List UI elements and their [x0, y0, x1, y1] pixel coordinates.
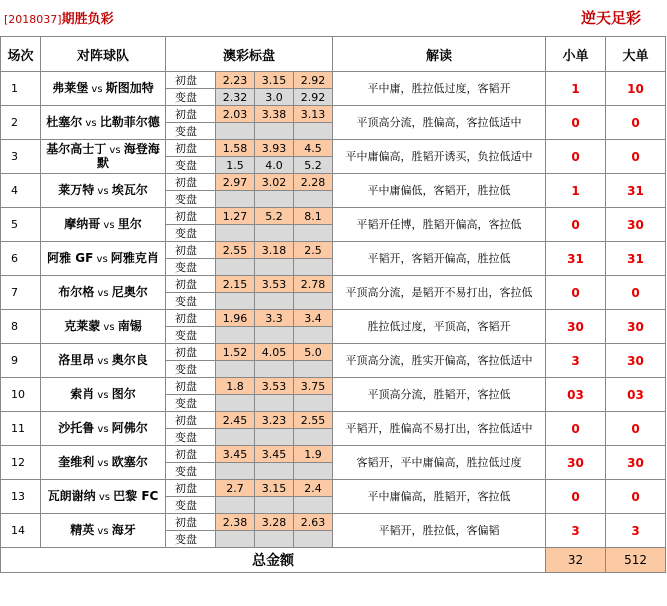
change-odds	[294, 123, 333, 140]
total-row	[1, 548, 666, 573]
vs-separator: vs	[94, 423, 112, 435]
analysis-text: 平顶高分流，胜实开偏高，客拉低适中	[333, 344, 546, 378]
initial-label: 初盘	[166, 242, 216, 259]
initial-odds: 8.1	[294, 208, 333, 225]
change-label: 变盘	[166, 429, 216, 446]
initial-odds: 2.23	[216, 72, 255, 89]
home-team: 基尔高士丁	[46, 142, 107, 156]
away-team: 阿佛尔	[111, 420, 148, 435]
match-teams	[41, 208, 166, 242]
initial-label: 初盘	[166, 106, 216, 123]
change-odds	[294, 259, 333, 276]
initial-odds: 1.27	[216, 208, 255, 225]
home-team: 摩纳哥	[64, 216, 101, 231]
change-label: 变盘	[166, 225, 216, 242]
match-index: 4	[1, 174, 41, 208]
change-label: 变盘	[166, 191, 216, 208]
table-body	[1, 72, 666, 548]
change-odds	[255, 531, 294, 548]
change-odds	[294, 497, 333, 514]
match-teams	[41, 276, 166, 310]
vs-separator: vs	[106, 145, 124, 156]
change-odds	[216, 327, 255, 344]
match-row-initial	[1, 446, 666, 463]
match-teams	[41, 174, 166, 208]
brand-name: 逆天足彩	[580, 9, 641, 27]
initial-odds: 3.45	[255, 446, 294, 463]
match-row-initial	[1, 480, 666, 497]
match-index: 9	[1, 344, 41, 378]
analysis-text: 平韬开，客韬开偏高，胜拉低	[333, 242, 546, 276]
vs-separator: vs	[94, 185, 112, 197]
home-team: 沙托鲁	[58, 420, 95, 435]
title-bar	[0, 0, 667, 36]
match-row-initial	[1, 310, 666, 327]
home-team: 精英	[70, 522, 95, 537]
initial-label: 初盘	[166, 344, 216, 361]
home-team: 瓦朗谢纳	[47, 488, 96, 503]
analysis-text: 客韬开，平中庸偏高，胜拉低过度	[333, 446, 546, 480]
match-index: 3	[1, 140, 41, 174]
home-team: 阿雅 GF	[47, 250, 94, 265]
change-odds	[255, 123, 294, 140]
initial-odds: 2.63	[294, 514, 333, 531]
issue-number: [2018037]	[4, 13, 62, 26]
match-index: 5	[1, 208, 41, 242]
header-large: 大单	[606, 37, 666, 72]
initial-odds: 3.18	[255, 242, 294, 259]
change-odds	[255, 497, 294, 514]
match-row-initial	[1, 208, 666, 225]
initial-odds: 1.52	[216, 344, 255, 361]
initial-odds: 2.7	[216, 480, 255, 497]
away-team: 海登海默	[96, 142, 160, 170]
change-odds	[255, 293, 294, 310]
small-bet-value: 1	[546, 174, 606, 208]
small-bet-value: 0	[546, 208, 606, 242]
change-label: 变盘	[166, 497, 216, 514]
match-index: 14	[1, 514, 41, 548]
change-label: 变盘	[166, 361, 216, 378]
change-odds	[294, 327, 333, 344]
large-bet-value: 30	[606, 446, 666, 480]
small-bet-value: 30	[546, 446, 606, 480]
initial-odds: 2.03	[216, 106, 255, 123]
analysis-text: 平顶高分流，胜偏高，客拉低适中	[333, 106, 546, 140]
large-bet-value: 30	[606, 208, 666, 242]
change-odds	[294, 463, 333, 480]
small-bet-value: 0	[546, 412, 606, 446]
match-index: 10	[1, 378, 41, 412]
match-index: 12	[1, 446, 41, 480]
match-row-initial	[1, 378, 666, 395]
header-odds: 澳彩标盘	[166, 37, 333, 72]
vs-separator: vs	[94, 457, 112, 469]
home-team: 克莱蒙	[64, 318, 101, 333]
away-team: 海牙	[111, 522, 136, 537]
small-bet-value: 03	[546, 378, 606, 412]
initial-odds: 3.75	[294, 378, 333, 395]
change-odds	[294, 225, 333, 242]
initial-label: 初盘	[166, 310, 216, 327]
change-odds	[255, 191, 294, 208]
vs-separator: vs	[82, 117, 100, 129]
analysis-text: 平韬开，胜拉低，客偏韬	[333, 514, 546, 548]
initial-odds: 5.2	[255, 208, 294, 225]
vs-separator: vs	[93, 253, 111, 265]
initial-odds: 3.53	[255, 276, 294, 293]
change-odds	[255, 429, 294, 446]
small-bet-value: 1	[546, 72, 606, 106]
away-team: 尼奥尔	[111, 284, 148, 299]
initial-odds: 3.28	[255, 514, 294, 531]
change-odds	[255, 259, 294, 276]
change-odds	[294, 191, 333, 208]
initial-odds: 3.23	[255, 412, 294, 429]
match-index: 8	[1, 310, 41, 344]
initial-label: 初盘	[166, 174, 216, 191]
initial-odds: 1.8	[216, 378, 255, 395]
change-label: 变盘	[166, 157, 216, 174]
away-team: 南锡	[117, 318, 142, 333]
analysis-text: 平中庸，胜拉低过度，客韬开	[333, 72, 546, 106]
large-bet-value: 03	[606, 378, 666, 412]
initial-odds: 1.58	[216, 140, 255, 157]
initial-odds: 3.93	[255, 140, 294, 157]
initial-odds: 2.55	[294, 412, 333, 429]
initial-odds: 2.92	[294, 72, 333, 89]
change-label: 变盘	[166, 89, 216, 106]
large-bet-value: 31	[606, 174, 666, 208]
analysis-text: 平中庸偏低，客韬开，胜拉低	[333, 174, 546, 208]
change-odds	[255, 463, 294, 480]
change-label: 变盘	[166, 463, 216, 480]
change-odds: 1.5	[216, 157, 255, 174]
match-teams	[41, 140, 166, 174]
match-row-initial	[1, 174, 666, 191]
match-index: 7	[1, 276, 41, 310]
match-index: 11	[1, 412, 41, 446]
away-team: 里尔	[117, 216, 142, 231]
large-bet-value: 30	[606, 344, 666, 378]
large-bet-value: 3	[606, 514, 666, 548]
match-teams	[41, 446, 166, 480]
change-label: 变盘	[166, 259, 216, 276]
initial-label: 初盘	[166, 208, 216, 225]
large-bet-value: 31	[606, 242, 666, 276]
initial-label: 初盘	[166, 140, 216, 157]
initial-odds: 3.38	[255, 106, 294, 123]
header-analysis: 解读	[333, 37, 546, 72]
change-odds	[255, 395, 294, 412]
home-team: 弗莱堡	[52, 80, 89, 95]
home-team: 布尔格	[58, 284, 95, 299]
analysis-text: 平韬开，胜偏高不易打出，客拉低适中	[333, 412, 546, 446]
initial-odds: 2.38	[216, 514, 255, 531]
away-team: 欧塞尔	[111, 454, 148, 469]
change-odds	[216, 259, 255, 276]
large-bet-value: 10	[606, 72, 666, 106]
match-teams	[41, 344, 166, 378]
change-odds: 5.2	[294, 157, 333, 174]
initial-odds: 2.55	[216, 242, 255, 259]
initial-label: 初盘	[166, 72, 216, 89]
match-index: 13	[1, 480, 41, 514]
change-odds	[216, 395, 255, 412]
initial-odds: 3.02	[255, 174, 294, 191]
away-team: 斯图加特	[105, 80, 154, 95]
change-odds: 3.0	[255, 89, 294, 106]
home-team: 莱万特	[58, 182, 95, 197]
initial-odds: 3.13	[294, 106, 333, 123]
change-odds	[216, 191, 255, 208]
change-odds	[255, 225, 294, 242]
analysis-text: 平顶高分流，胜韬开，客拉低	[333, 378, 546, 412]
header-row	[1, 37, 666, 72]
match-teams	[41, 378, 166, 412]
lottery-table	[0, 36, 666, 573]
match-teams	[41, 72, 166, 106]
issue-title	[4, 8, 114, 27]
match-row-initial	[1, 140, 666, 157]
total-large: 512	[606, 548, 666, 573]
match-row-initial	[1, 106, 666, 123]
issue-title-text: 期胜负彩	[61, 12, 114, 27]
small-bet-value: 3	[546, 514, 606, 548]
match-teams	[41, 106, 166, 140]
change-odds	[255, 327, 294, 344]
large-bet-value: 0	[606, 106, 666, 140]
large-bet-value: 0	[606, 480, 666, 514]
change-odds	[216, 531, 255, 548]
change-odds: 4.0	[255, 157, 294, 174]
change-odds	[294, 429, 333, 446]
analysis-text: 平韬开任博，胜韬开偏高，客拉低	[333, 208, 546, 242]
large-bet-value: 0	[606, 276, 666, 310]
change-odds	[294, 361, 333, 378]
change-label: 变盘	[166, 531, 216, 548]
vs-separator: vs	[100, 321, 118, 333]
total-label: 总金额	[1, 548, 546, 573]
home-team: 洛里昂	[58, 352, 95, 367]
small-bet-value: 31	[546, 242, 606, 276]
large-bet-value: 30	[606, 310, 666, 344]
change-odds	[216, 293, 255, 310]
analysis-text: 平顶高分流，是韬开不易打出，客拉低	[333, 276, 546, 310]
small-bet-value: 0	[546, 480, 606, 514]
change-odds	[216, 123, 255, 140]
initial-odds: 2.78	[294, 276, 333, 293]
change-label: 变盘	[166, 293, 216, 310]
home-team: 索肖	[70, 386, 95, 401]
away-team: 奥尔良	[111, 352, 148, 367]
away-team: 巴黎 FC	[113, 488, 159, 503]
header-small: 小单	[546, 37, 606, 72]
large-bet-value: 0	[606, 412, 666, 446]
home-team: 奎维利	[58, 454, 95, 469]
header-index: 场次	[1, 37, 41, 72]
initial-odds: 3.4	[294, 310, 333, 327]
initial-label: 初盘	[166, 378, 216, 395]
change-odds	[294, 531, 333, 548]
change-odds	[216, 463, 255, 480]
header-teams: 对阵球队	[41, 37, 166, 72]
initial-odds: 4.05	[255, 344, 294, 361]
change-odds: 2.32	[216, 89, 255, 106]
match-index: 2	[1, 106, 41, 140]
initial-odds: 3.15	[255, 72, 294, 89]
initial-odds: 3.3	[255, 310, 294, 327]
initial-label: 初盘	[166, 480, 216, 497]
match-teams	[41, 480, 166, 514]
initial-odds: 1.96	[216, 310, 255, 327]
match-row-initial	[1, 412, 666, 429]
match-teams	[41, 514, 166, 548]
initial-label: 初盘	[166, 514, 216, 531]
analysis-text: 胜拉低过度，平顶高，客韬开	[333, 310, 546, 344]
away-team: 图尔	[111, 386, 136, 401]
vs-separator: vs	[94, 525, 112, 537]
vs-separator: vs	[95, 491, 114, 503]
match-teams	[41, 310, 166, 344]
change-odds: 2.92	[294, 89, 333, 106]
away-team: 比勒菲尔德	[99, 114, 160, 129]
initial-odds: 3.45	[216, 446, 255, 463]
change-odds	[216, 225, 255, 242]
initial-odds: 4.5	[294, 140, 333, 157]
initial-odds: 5.0	[294, 344, 333, 361]
vs-separator: vs	[94, 389, 112, 401]
match-row-initial	[1, 276, 666, 293]
change-odds	[216, 497, 255, 514]
initial-label: 初盘	[166, 446, 216, 463]
match-row-initial	[1, 344, 666, 361]
initial-label: 初盘	[166, 276, 216, 293]
analysis-text: 平中庸偏高，胜韬开诱买，负拉低适中	[333, 140, 546, 174]
home-team: 杜塞尔	[46, 114, 83, 129]
initial-odds: 2.5	[294, 242, 333, 259]
small-bet-value: 30	[546, 310, 606, 344]
initial-odds: 2.45	[216, 412, 255, 429]
vs-separator: vs	[94, 355, 112, 367]
vs-separator: vs	[94, 287, 112, 299]
change-odds	[294, 293, 333, 310]
initial-odds: 2.15	[216, 276, 255, 293]
small-bet-value: 0	[546, 276, 606, 310]
match-index: 6	[1, 242, 41, 276]
match-row-initial	[1, 514, 666, 531]
match-teams	[41, 412, 166, 446]
initial-odds: 2.97	[216, 174, 255, 191]
change-label: 变盘	[166, 123, 216, 140]
match-row-initial	[1, 242, 666, 259]
initial-odds: 3.15	[255, 480, 294, 497]
vs-separator: vs	[100, 219, 118, 231]
match-index: 1	[1, 72, 41, 106]
initial-odds: 1.9	[294, 446, 333, 463]
small-bet-value: 3	[546, 344, 606, 378]
analysis-text: 平中庸偏高，胜韬开，客拉低	[333, 480, 546, 514]
change-odds	[294, 395, 333, 412]
initial-odds: 2.28	[294, 174, 333, 191]
initial-odds: 2.4	[294, 480, 333, 497]
initial-odds: 3.53	[255, 378, 294, 395]
small-bet-value: 0	[546, 106, 606, 140]
away-team: 阿雅克肖	[110, 250, 159, 265]
match-row-initial	[1, 72, 666, 89]
total-small: 32	[546, 548, 606, 573]
match-teams	[41, 242, 166, 276]
change-label: 变盘	[166, 327, 216, 344]
away-team: 埃瓦尔	[111, 182, 148, 197]
change-odds	[216, 361, 255, 378]
small-bet-value: 0	[546, 140, 606, 174]
change-odds	[255, 361, 294, 378]
change-label: 变盘	[166, 395, 216, 412]
initial-label: 初盘	[166, 412, 216, 429]
large-bet-value: 0	[606, 140, 666, 174]
change-odds	[216, 429, 255, 446]
vs-separator: vs	[88, 83, 106, 95]
